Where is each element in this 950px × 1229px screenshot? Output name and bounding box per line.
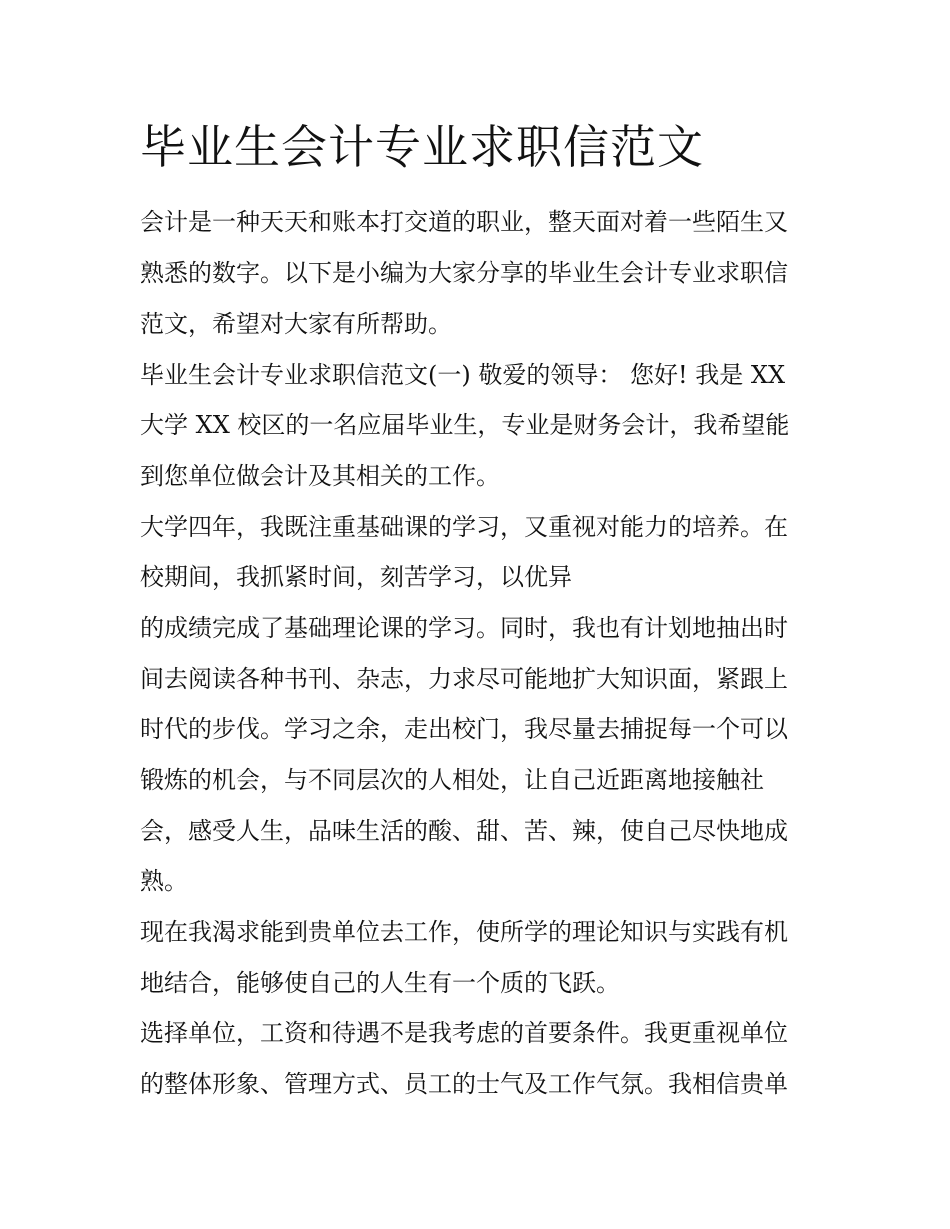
body-line: 会，感受人生，品味生活的酸、甜、苦、辣，使自己尽快地成	[140, 817, 788, 845]
body-line: 地结合，能够使自己的人生有一个质的飞跃。	[140, 969, 620, 997]
body-line: 现在我渴求能到贵单位去工作，使所学的理论知识与实践有机	[140, 918, 788, 946]
body-line: 熟。	[140, 867, 188, 895]
body-line: 毕业生会计专业求职信范文(一) 敬爱的领导： 您好! 我是 XX	[140, 361, 786, 389]
body-line: 范文，希望对大家有所帮助。	[140, 310, 452, 338]
document-title: 毕业生会计专业求职信范文	[140, 120, 704, 174]
body-line: 的成绩完成了基础理论课的学习。同时，我也有计划地抽出时	[140, 614, 788, 642]
body-line: 熟悉的数字。以下是小编为大家分享的毕业生会计专业求职信	[140, 259, 788, 287]
body-line: 大学四年，我既注重基础课的学习，又重视对能力的培养。在	[140, 513, 788, 541]
body-line: 选择单位，工资和待遇不是我考虑的首要条件。我更重视单位	[140, 1019, 788, 1047]
body-line: 锻炼的机会，与不同层次的人相处，让自己近距离地接触社	[140, 766, 764, 794]
body-line: 大学 XX 校区的一名应届毕业生，专业是财务会计，我希望能	[140, 411, 790, 439]
body-line: 校期间，我抓紧时间，刻苦学习，以优异	[140, 563, 572, 591]
body-line: 的整体形象、管理方式、员工的士气及工作气氛。我相信贵单	[140, 1070, 788, 1098]
body-line: 到您单位做会计及其相关的工作。	[140, 462, 500, 490]
body-line: 会计是一种天天和账本打交道的职业，整天面对着一些陌生又	[140, 208, 788, 236]
body-line: 时代的步伐。学习之余，走出校门，我尽量去捕捉每一个可以	[140, 715, 788, 743]
body-line: 间去阅读各种书刊、杂志，力求尽可能地扩大知识面，紧跟上	[140, 665, 788, 693]
